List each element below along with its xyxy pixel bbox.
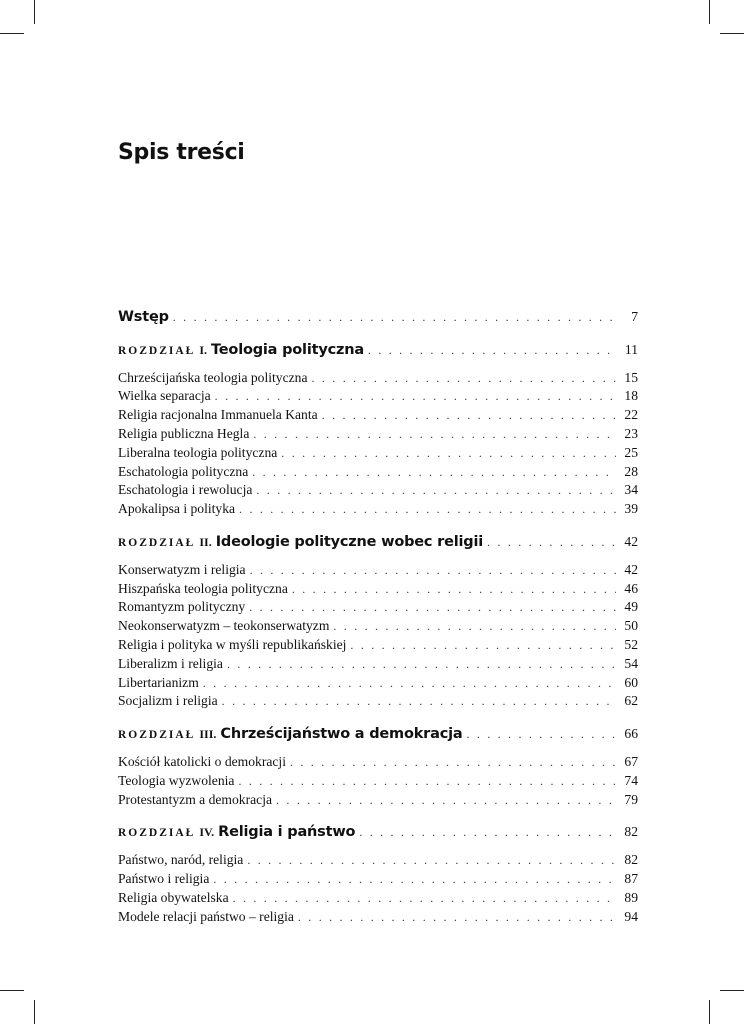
chapter-number: III. (199, 727, 217, 742)
toc-entry[interactable] (118, 481, 638, 500)
dot-leader (256, 482, 616, 500)
toc-entry-label: Romantyzm polityczny (118, 599, 246, 615)
dot-leader (322, 407, 616, 425)
page-title: Spis treści (118, 140, 245, 165)
crop-mark (720, 990, 744, 991)
toc-entry[interactable] (118, 425, 638, 444)
chapter-title: Ideologie polityczne wobec religii (215, 533, 484, 550)
toc-entry-label: Chrześcijańska teologia polityczna (118, 369, 308, 385)
toc-entry-label: Religia publiczna Hegla (118, 425, 250, 441)
toc-intro-label: Wstęp (118, 309, 169, 325)
toc-entry-label: Hiszpańska teologia polityczna (118, 580, 288, 596)
toc-entry[interactable] (118, 580, 638, 599)
toc-entry-label: Socjalizm i religia (118, 693, 218, 709)
toc-page-number: 15 (624, 369, 638, 385)
dot-leader (359, 824, 616, 842)
crop-mark (709, 0, 710, 24)
dot-leader (290, 754, 616, 772)
chapter-number: II. (199, 534, 212, 549)
toc-page-number: 60 (624, 674, 638, 690)
toc-page-number: 11 (624, 341, 638, 357)
crop-mark (720, 33, 744, 34)
toc-entry-label: Teologia wyzwolenia (118, 772, 235, 788)
toc-entry[interactable] (118, 369, 638, 388)
toc-page-number: 82 (624, 852, 638, 868)
toc-page-number: 25 (624, 444, 638, 460)
toc-page-number: 94 (624, 908, 638, 924)
toc-page-number: 42 (624, 533, 638, 549)
toc-entry[interactable] (118, 500, 638, 519)
toc-page-number: 67 (624, 753, 638, 769)
crop-mark (34, 0, 35, 24)
chapter-number: I. (199, 342, 208, 357)
crop-mark (0, 990, 24, 991)
toc-entry[interactable] (118, 753, 638, 772)
toc-page-number: 50 (624, 618, 638, 634)
toc-page-number: 46 (624, 580, 638, 596)
toc-entry[interactable] (118, 561, 638, 580)
dot-leader (173, 309, 616, 327)
dot-leader (250, 562, 616, 580)
dot-leader (281, 445, 616, 463)
toc-page-number: 34 (624, 482, 638, 498)
crop-mark (34, 1000, 35, 1024)
toc-page-number: 18 (624, 388, 638, 404)
dot-leader (276, 792, 616, 810)
dot-leader (203, 675, 616, 693)
toc-entry-label: Państwo i religia (118, 870, 210, 886)
toc-entry[interactable] (118, 870, 638, 889)
toc-entry[interactable] (118, 772, 638, 791)
chapter-label: ROZDZIAŁ (118, 827, 196, 840)
dot-leader (252, 464, 616, 482)
toc-entry-label: Kościół katolicki o demokracji (118, 753, 286, 769)
toc-entry[interactable] (118, 406, 638, 425)
dot-leader (466, 726, 616, 744)
toc-entry[interactable] (118, 791, 638, 810)
toc-entry-label: Liberalizm i religia (118, 655, 223, 671)
toc-page-number: 82 (624, 824, 638, 840)
toc-entry[interactable] (118, 598, 638, 617)
toc-page-number: 7 (631, 309, 638, 324)
toc-chapter-heading[interactable] (118, 341, 638, 361)
toc-entry[interactable] (118, 636, 638, 655)
toc-entry-label: Religia i polityka w myśli republikańskiej (118, 636, 347, 652)
dot-leader (298, 909, 616, 927)
toc-entry-label: Religia obywatelska (118, 889, 229, 905)
toc-page-number: 39 (624, 501, 638, 517)
toc-chapter-heading[interactable] (118, 533, 638, 553)
chapter-label: ROZDZIAŁ (118, 729, 196, 742)
dot-leader (312, 370, 617, 388)
toc-entry-label: Liberalna teologia polityczna (118, 444, 278, 460)
dot-leader (253, 426, 616, 444)
toc-entry-label: Wielka separacja (118, 388, 211, 404)
toc-entry-label: Eschatologia i rewolucja (118, 482, 253, 498)
toc-chapter-heading[interactable] (118, 725, 638, 745)
toc-entry[interactable] (118, 444, 638, 463)
toc-entry[interactable] (118, 889, 638, 908)
dot-leader (227, 656, 616, 674)
toc-entry-label: Konserwatyzm i religia (118, 561, 246, 577)
chapter-title: Chrześcijaństwo a demokracja (220, 726, 463, 743)
dot-leader (333, 618, 616, 636)
toc-entry[interactable] (118, 387, 638, 406)
toc-page-number: 23 (624, 425, 638, 441)
toc-entry-label: Modele relacji państwo – religia (118, 908, 294, 924)
dot-leader (215, 388, 616, 406)
chapter-label: ROZDZIAŁ (118, 344, 196, 357)
toc-page-number: 52 (624, 636, 638, 652)
dot-leader (487, 534, 616, 552)
toc-page-number: 62 (624, 693, 638, 709)
dot-leader (238, 773, 616, 791)
toc-page-number: 22 (624, 407, 638, 423)
toc-page-number: 87 (624, 870, 638, 886)
chapter-number: IV. (199, 825, 215, 840)
toc-page-number: 49 (624, 599, 638, 615)
dot-leader (213, 871, 616, 889)
dot-leader (368, 342, 616, 360)
toc-page-number: 66 (624, 726, 638, 742)
toc-entry-intro[interactable] (118, 308, 638, 327)
toc-entry-label: Protestantyzm a demokracja (118, 791, 273, 807)
dot-leader (249, 599, 616, 617)
dot-leader (247, 852, 616, 870)
chapter-label: ROZDZIAŁ (118, 536, 196, 549)
toc-entry-label: Eschatologia polityczna (118, 463, 249, 479)
toc-entry[interactable] (118, 692, 638, 711)
toc-entry[interactable] (118, 674, 638, 693)
toc-page-number: 89 (624, 889, 638, 905)
dot-leader (222, 693, 616, 711)
toc-chapter-heading[interactable] (118, 823, 638, 843)
table-of-contents (118, 308, 638, 926)
crop-mark (0, 33, 24, 34)
dot-leader (350, 637, 616, 655)
toc-page-number: 28 (624, 463, 638, 479)
dot-leader (233, 890, 616, 908)
dot-leader (292, 581, 616, 599)
toc-entry-label: Apokalipsa i polityka (118, 501, 236, 517)
dot-leader (239, 501, 616, 519)
toc-entry[interactable] (118, 655, 638, 674)
toc-entry[interactable] (118, 908, 638, 927)
toc-entry-label: Neokonserwatyzm – teokonserwatyzm (118, 618, 330, 634)
toc-entry-label: Państwo, naród, religia (118, 852, 244, 868)
toc-entry[interactable] (118, 851, 638, 870)
toc-entry[interactable] (118, 617, 638, 636)
chapter-title: Teologia polityczna (211, 341, 364, 358)
toc-page-number: 42 (624, 561, 638, 577)
toc-page-number: 79 (624, 791, 638, 807)
toc-entry-label: Religia racjonalna Immanuela Kanta (118, 407, 318, 423)
toc-page-number: 54 (624, 655, 638, 671)
toc-entry-label: Libertarianizm (118, 674, 199, 690)
chapter-title: Religia i państwo (218, 824, 356, 841)
crop-mark (709, 1000, 710, 1024)
toc-page-number: 74 (624, 772, 638, 788)
toc-entry[interactable] (118, 463, 638, 482)
